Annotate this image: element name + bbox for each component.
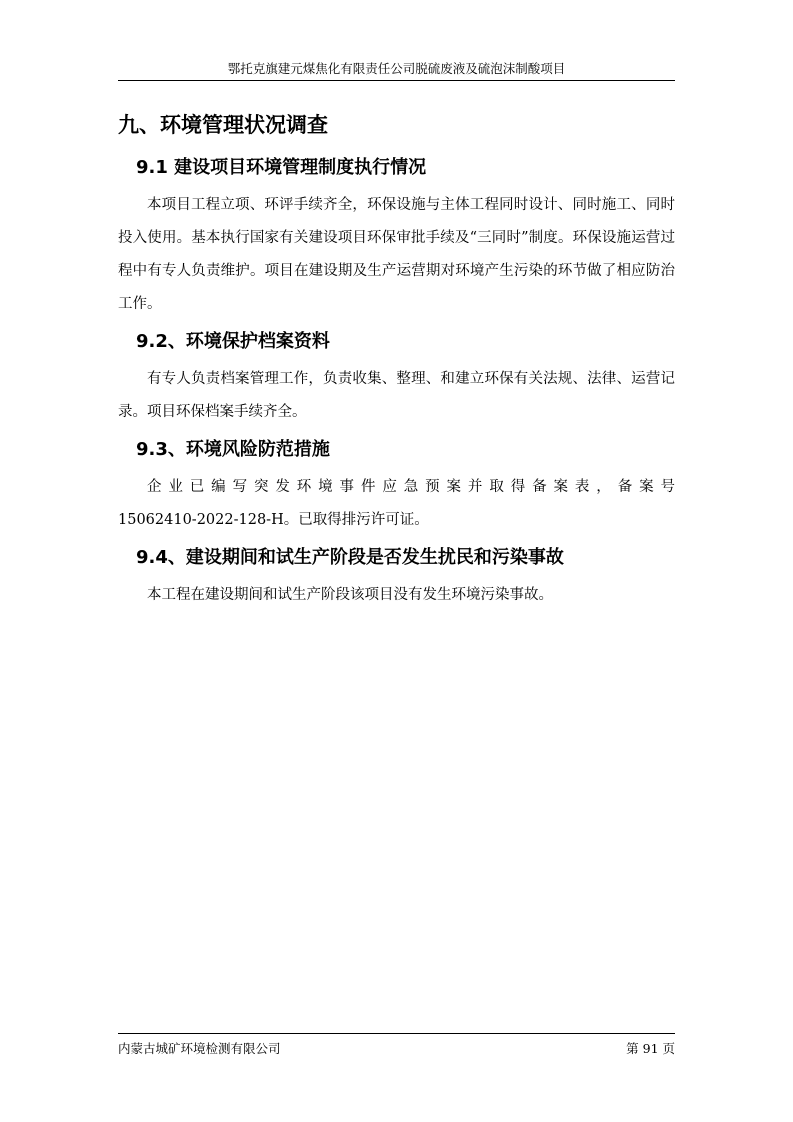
section-9-1-title: 9.1 建设项目环境管理制度执行情况	[136, 157, 427, 178]
footer-page-number: 第 91 页	[626, 1041, 675, 1056]
document-body	[118, 108, 675, 612]
chapter-title: 九、环境管理状况调查	[118, 113, 328, 137]
section-9-4-paragraph: 本工程在建设期间和试生产阶段该项目没有发生环境污染事故。	[147, 587, 553, 603]
section-9-3-paragraph-line2: 15062410-2022-128-H。已取得排污许可证。	[118, 512, 429, 528]
section-9-1-paragraph: 本项目工程立项、环评手续齐全，环保设施与主体工程同时设计、同时施工、同时投入使用。基本执行国家有关建设项目环保审批手续及“三同时”制度。环保设施运营过程中有专人负责维护。项目在建设期及生产运营期对环境产生污染的环节做了相应防治工作。	[118, 197, 675, 312]
section-9-2-paragraph: 有专人负责档案管理工作，负责收集、整理、和建立环保有关法规、法律、运营记录。项目环保档案手续齐全。	[118, 371, 675, 420]
section-9-2-title: 9.2、环境保护档案资料	[136, 331, 330, 352]
page-footer	[118, 1033, 675, 1058]
footer-company-name: 内蒙古城矿环境检测有限公司	[118, 1041, 281, 1056]
header-project-title: 鄂托克旗建元煤焦化有限责任公司脱硫废液及硫泡沫制酸项目	[227, 61, 566, 76]
section-9-4-title: 9.4、建设期间和试生产阶段是否发生扰民和污染事故	[136, 547, 564, 568]
section-9-3-paragraph-line1: 企业已编写突发环境事件应急预案并取得备案表，备案号	[147, 479, 675, 495]
section-9-3-title: 9.3、环境风险防范措施	[136, 439, 330, 460]
page-header	[118, 58, 675, 81]
